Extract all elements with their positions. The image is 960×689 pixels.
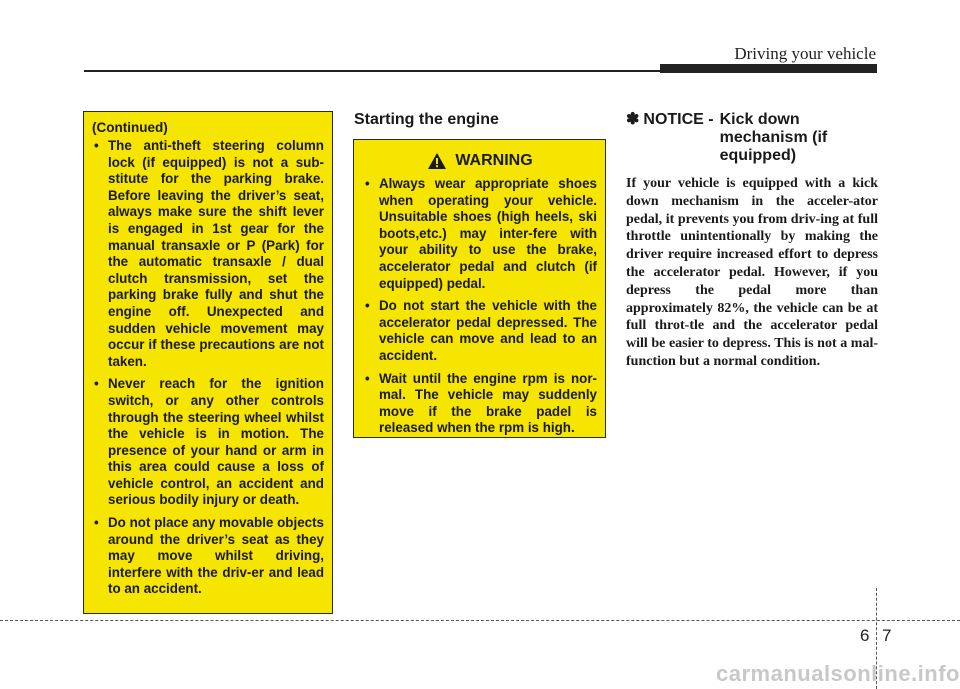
- warning-item: [363, 298, 597, 364]
- bullet-icon: •: [94, 376, 99, 392]
- header-title: Driving your vehicle: [734, 44, 876, 63]
- bullet-icon: •: [365, 176, 370, 191]
- caution-item-text: The anti-theft steering column lock (if equipped) is not a sub-stitute for the parking brake. Before leaving the driver’s seat, always make sure the shift lever is engaged in 1st gear for the manual transaxle or P (Park) for the automatic transaxle / dual clutch transmission, set the parking brake fully and shut the engine off. Unexpected and sudden vehicle movement may occur if these precautions are not taken.: [108, 138, 324, 369]
- chapter-number: 6: [860, 626, 870, 645]
- bullet-icon: •: [94, 515, 99, 531]
- caution-item: [92, 376, 324, 509]
- bullet-icon: •: [94, 138, 99, 153]
- caution-list: [92, 138, 324, 598]
- warning-header: [363, 152, 597, 170]
- warning-item-text: Always wear appropriate shoes when operating your vehicle. Unsuitable shoes (high heels, ski boots,etc.) may inter-fere with your ability to use the brake, accelerator pedal and clutch (if equipped) pedal.: [379, 176, 597, 291]
- header-rule: [84, 70, 664, 72]
- continued-caution-box: [83, 111, 333, 614]
- caution-item-text: Never reach for the ignition switch, or any other controls through the steering wheel whilst the vehicle is in motion. The presence of your hand or arm in this area could cause a loss of vehicle control, an accident and serious bodily injury or death.: [108, 376, 324, 508]
- notice-body: If your vehicle is equipped with a kick down mechanism in the acceler-ator pedal, it prevents you from driv-ing at full throttle unintentionally by making the driver require increased effort to depress the accelerator pedal. However, if you depress the pedal more than approximately 82%, the vehicle can be at full throt-tle and the accelerator pedal will be easier to depress. This is not a mal-function but a normal condition.: [626, 176, 878, 369]
- section-heading: Starting the engine: [354, 111, 499, 128]
- header-rule-bar: [660, 64, 877, 73]
- warning-list: [363, 176, 597, 437]
- watermark: carmanualsonline.info: [716, 661, 960, 686]
- notice-header: [626, 111, 878, 165]
- footer-rule: [0, 620, 960, 621]
- warning-triangle-icon: [427, 152, 447, 170]
- notice-block: [626, 111, 878, 371]
- bullet-icon: •: [365, 370, 370, 386]
- warning-item-text: Do not start the vehicle with the accelerator pedal depressed. The vehicle can move and lead to an accident.: [379, 298, 597, 363]
- warning-box: [353, 139, 606, 438]
- notice-star-icon: ✽: [626, 111, 640, 128]
- caution-item: [92, 515, 324, 598]
- warning-item-text: Wait until the engine rpm is nor-mal. The vehicle may suddenly move if the brake padel is released when the rpm is high.: [379, 370, 597, 436]
- page-number: 7: [882, 626, 892, 645]
- warning-item: [363, 371, 597, 437]
- bullet-icon: •: [365, 298, 370, 314]
- warning-item: [363, 176, 597, 292]
- notice-label: NOTICE -: [643, 111, 714, 128]
- caution-item: [92, 138, 324, 370]
- caution-item-text: Do not place any movable objects around the driver’s seat as they may move whilst driving, interfere with the driv-er and lead to an accident.: [108, 515, 324, 597]
- continued-label: (Continued): [92, 120, 168, 135]
- warning-title: WARNING: [455, 152, 533, 169]
- notice-title: Kick down mechanism (if equipped): [719, 111, 828, 164]
